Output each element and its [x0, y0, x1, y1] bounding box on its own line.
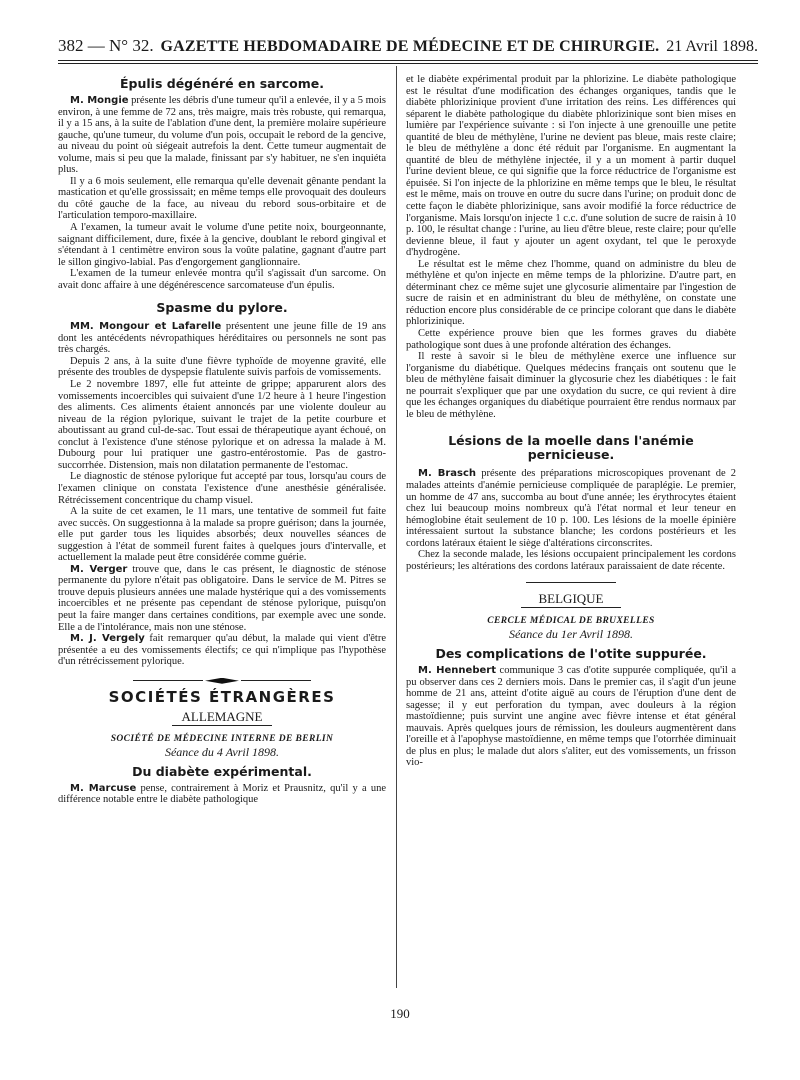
speaker-name: M. Brasch: [418, 468, 477, 480]
paragraph: MM. Mongour et Lafarelle présentent une jeune fille de 19 ans dont les antécédents névropathiques héréditaires ou personnels ne sont pas très chargés.: [58, 321, 386, 356]
section-title-otite: Des complications de l'otite suppurée.: [435, 645, 707, 661]
paragraph: M. Hennebert communique 3 cas d'otite suppurée compliquée, qu'il a pu observer dans ces 2 derniers mois. Dans le premier cas, il s'agit d'un jeune homme de 21 ans, atteint d'otite aiguë au cours de l'éruption d'une dent de sagesse; il y eut perforation du tympan, avec douleurs à la région mastoïdienne; puis survint une angine avec fièvre intense et état général mauvais. Après quelques jours de rémission, les douleurs augmentèrent dans l'oreille et à l'apophyse mastoïdienne, en même temps que l'otorrhée diminuait de plus en plus; le malade dut alors s'aliter, eut des vomissements, un frisson vio-: [406, 664, 737, 769]
section-title-diabete: Du diabète expérimental.: [132, 763, 312, 779]
journal-title: GAZETTE HEBDOMADAIRE DE MÉDECINE ET DE CHIRURGIE.: [160, 38, 660, 55]
country-rule: [521, 607, 621, 608]
session-date: Séance du 1er Avril 1898.: [508, 627, 634, 642]
paragraph: M. Brasch présente des préparations microscopiques provenant de 2 malades atteints d'anémie pernicieuse compliquée de paraplégie. Le premier, un homme de 47 ans, succomba au bout d'une année; les érythrocytes étaient chez lui beaucoup moins nombreux qu'à l'état normal et leur teneur en hémoglobine était seulement de 10 p. 100. Les lésions de la moelle épinière intéressaient surtout la substance blanche; les cordons postérieurs et les cordons latéraux étaient le siège d'altérations circonscrites.: [406, 468, 737, 549]
running-header: [58, 36, 758, 56]
section-title-epulis: Épulis dégénéré en sarcome.: [120, 76, 324, 91]
speaker-name: M. Hennebert: [418, 664, 496, 676]
paragraph: Le 2 novembre 1897, elle fut atteinte de grippe; apparurent alors des vomissements incoercibles qui suivaient d'une 1/2 heure à 1 heure l'ingestion des aliments. Ces aliments étaient annoncés par une violente douleur au niveau de la région pylorique, suivant le trajet de la petite courbure et aboutissant au grand cul-de-sac. Tout essai de thérapeutique ayant échoué, on conclut à l'existence d'une sténose pylorique et on adressa la malade à M. Dubourg pour lui pratiquer une gastro-entérostomie. Pas de gastro-succorrhée. Distension, mais non dilatation permanente de l'estomac.: [58, 379, 386, 471]
section-ornament: [58, 678, 386, 684]
speaker-name: M. J. Vergely: [70, 633, 145, 645]
left-column: [58, 74, 386, 806]
paragraph: M. Verger trouve que, dans le cas présent, le diagnostic de sténose permanente du pylore n'était pas obligatoire. Dans le service de M. Pitres se trouve depuis plusieurs années une malade hystérique qui a des vomissements incoercibles et ne présente pas cependant de sténose pylorique, puisqu'on peut la faire manger dans certaines conditions, par exemple avec une sonde. Elle a de l'intolérance, mais non une sténose.: [58, 563, 387, 633]
speaker-name: M. Marcuse: [70, 782, 137, 794]
right-column: [406, 74, 736, 769]
country-rule-top: [526, 582, 616, 583]
paragraph: Le diagnostic de sténose pylorique fut accepté par tous, lorsqu'au cours de l'examen clinique on constata l'existence d'une anesthésie généralisée. Rétrécissement concentrique du champ visuel.: [58, 471, 386, 506]
paragraph: M. J. Vergely fait remarquer qu'au début, la malade qui vient d'être présentée a eu des vomissements électifs; ce qui n'implique pas l'hypothèse d'un rétrécissement pylorique.: [58, 633, 386, 668]
speaker-name: MM. Mongour et Lafarelle: [70, 321, 222, 333]
page-issue: 382 — N° 32.: [58, 36, 154, 55]
section-title-moelle: Lésions de la moelle dans l'anémie pernicieuse.: [448, 433, 694, 463]
page-number: 190: [390, 1006, 410, 1021]
header-rule-thin: [58, 63, 758, 64]
paragraph: M. Marcuse pense, contrairement à Moriz et Prausnitz, qu'il y a une différence notable entre le diabète pathologique: [58, 782, 386, 806]
paragraph: Cette expérience prouve bien que les formes graves du diabète pathologique sont dues à une profonde altération des échanges.: [406, 328, 736, 351]
paragraph: L'examen de la tumeur enlevée montra qu'il s'agissait d'un sarcome. On avait donc affaire à une dégénérescence sarcomateuse d'un épulis.: [58, 268, 386, 291]
speaker-name: M. Verger: [70, 563, 128, 575]
country-heading: BELGIQUE: [538, 591, 604, 607]
paragraph: A la suite de cet examen, le 11 mars, une tentative de sommeil fut faite avec succès. On suggestionna à la malade sa propre guérison; dans la journée, elle put garder tous les liquides absorbés; deux nouvelles séances de suggestion à l'état de sommeil furent faites à quelques jours d'intervalle, et actuellement la malade peut être considérée comme guérie.: [58, 506, 386, 564]
session-date: Séance du 4 Avril 1898.: [164, 745, 280, 760]
issue-date: 21 Avril 1898.: [666, 38, 758, 55]
paragraph: Chez la seconde malade, les lésions occupaient principalement les cordons postérieurs; les altérations des cordons latéraux paraissaient de date récente.: [406, 549, 736, 572]
country-rule: [172, 725, 272, 726]
paragraph: M. Mongie présente les débris d'une tumeur qu'il a enlevée, il y a 5 mois environ, à une femme de 72 ans, très maigre, mais très robuste, qui remarqua, il y a 15 ans, à la suite de l'ablation d'une dent, la première molaire supérieure gauche, qu'une tumeur, du volume d'un pois, occupait le rebord de la gencive, au niveau du point où siégeait autrefois la dent. Cette tumeur augmentait de volume, mais si peu que la malade, finissant par s'y habituer, ne s'en inquiéta plus.: [58, 95, 387, 176]
section-heading-foreign: SOCIÉTÉS ÉTRANGÈRES: [108, 687, 336, 706]
society-name: SOCIÉTÉ DE MÉDECINE INTERNE DE BERLIN: [110, 733, 334, 744]
paragraph: Il reste à savoir si le bleu de méthylène exerce une influence sur l'organisme du diabétique. Quelques médecins français ont soutenu que le bleu de méthylène faisait diminuer la glycosurie chez les diabétiques : le fait ne pourrait s'expliquer que par une oxydation du sucre, ce qui revient à dire que les échanges organiques du diabétique pourraient être rendus normaux par le bleu de méthylène.: [406, 351, 736, 420]
paragraph: Il y a 6 mois seulement, elle remarqua qu'elle devenait gênante pendant la mastication et qu'elle grossissait; en même temps elle provoquait des douleurs du côté gauche de la face, au niveau du rebord sous-orbitaire et de l'articulation temporo-maxillaire.: [58, 175, 386, 222]
column-divider: [396, 66, 397, 988]
paragraph: A l'examen, la tumeur avait le volume d'une petite noix, bourgeonnante, saignant difficilement, dure, fixée à la gencive, doublant le rebord gingival et s'étendant à 1 centimètre environ sous la voûte palatine, gagnant d'autre part le sillon gingivo-labial. Pas d'engorgement ganglionnaire.: [58, 222, 386, 268]
society-name: CERCLE MÉDICAL DE BRUXELLES: [487, 615, 655, 626]
country-heading: ALLEMAGNE: [181, 709, 263, 725]
paragraph: Depuis 2 ans, à la suite d'une fièvre typhoïde de moyenne gravité, elle présente des troubles de dyspepsie flatulente suivis parfois de vomissements.: [58, 355, 386, 379]
paragraph: Le résultat est le même chez l'homme, quand on administre du bleu de méthylène et qu'on injecte en même temps de la phlorizine. D'autre part, en déterminant chez ce même sujet une glycosurie alimentaire par l'ingestion de sucre de raisin et en administrant du bleu de méthylène, on constate une réduction encore plus considérable de ce principe colorant que dans le diabète phlorizinique.: [406, 258, 736, 328]
section-title-spasme: Spasme du pylore.: [156, 300, 288, 316]
header-rule-thick: [58, 60, 758, 61]
paragraph: et le diabète expérimental produit par la phlorizine. Le diabète pathologique est le résultat d'une modification des échanges organiques, tandis que le diabète phlorizinique provient d'une irritation des reins. Les différences qui séparent le diabète pathologique du diabète phlorizinique sont bien mises en lumière par l'expérience suivante : si l'on injecte à une grenouille une petite quantité de bleu de méthylène, l'urine ne devient pas bleue, mais reste claire; le bleu de méthylène a donc été réduit par l'organisme. En augmentant la quantité de bleu de méthylène injectée, il y a un moment à partir duquel l'urine devient bleue, ce qui signifie que la force réductrice de l'organisme est épuisée. Si l'on injecte de la phlorizine en même temps que le bleu, le résultat est le même, mais on trouve en outre du sucre dans l'urine; on produit donc de cette façon le diabète phlorizinique, sans avoir modifié la force réductrice de l'organisme. Mais lorsqu'on injecte 1 c.c. d'une solution de sucre de raisin à 10 p. 100, le résultat change : l'urine, au lieu d'être bleue, reste claire; pour qu'elle devienne bleue, il faut y ajouter un agent oxydant, tel que le peroxyde d'hydrogène.: [406, 74, 736, 259]
speaker-name: M. Mongie: [70, 95, 129, 106]
